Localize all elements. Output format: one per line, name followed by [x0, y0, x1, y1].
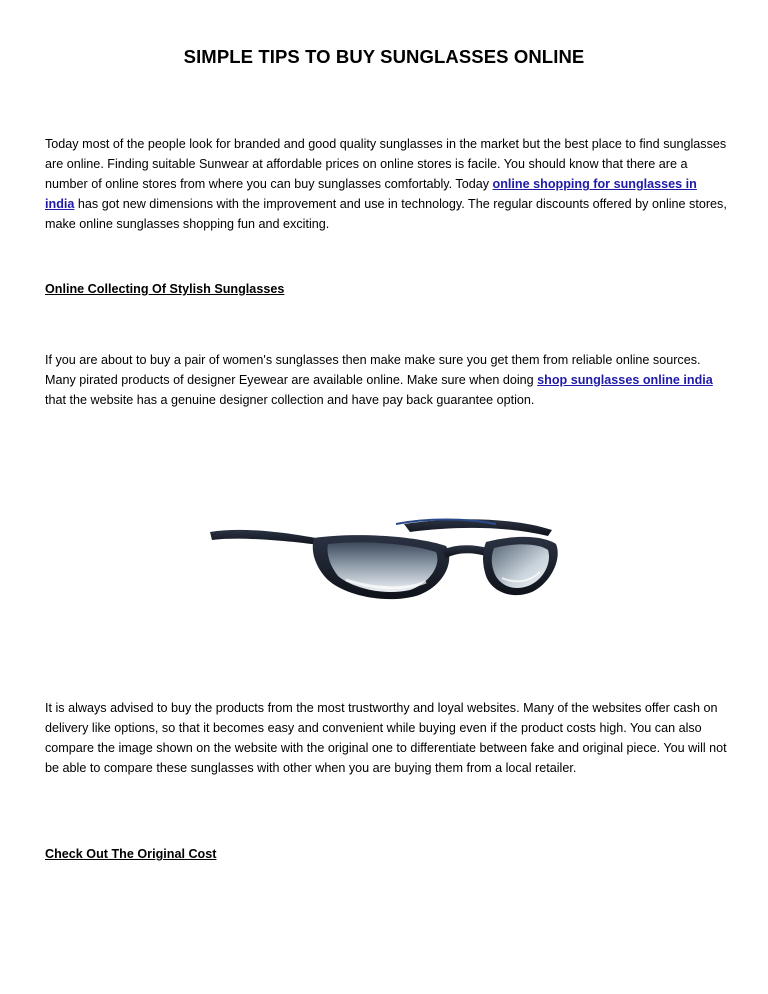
document-title: SIMPLE TIPS TO BUY SUNGLASSES ONLINE — [183, 46, 585, 67]
paragraph-womens-text-after: that the website has a genuine designer collection and have pay back guarantee option. — [45, 393, 535, 407]
section-heading-original-cost: Check Out The Original Cost — [45, 847, 217, 861]
sunglasses-photo — [206, 510, 566, 618]
paragraph-trustworthy-websites: It is always advised to buy the products from the most trustworthy and loyal websites. Many of the websites offer cash on delivery like options, so that it becomes easy and convenient while buying even if the product costs high. You can also compare the image shown on the website with the original one to differentiate between fake and original piece. You will not be able to compare these sunglasses with other when you are buying them from a local retailer. — [45, 701, 727, 775]
paragraph-womens-text-before: If you are about to buy a pair of women's sunglasses then make make sure you get them from reliable online sources. Many pirated products of designer Eyewear are available online. Make sure when doing — [45, 353, 701, 387]
paragraph-intro-text-after: has got new dimensions with the improvement and use in technology. The regular discounts offered by online stores, make online sunglasses shopping fun and exciting. — [45, 197, 727, 231]
sunglasses-icon — [206, 510, 566, 618]
paragraph-intro — [45, 134, 727, 234]
link-shop-sunglasses-online-india[interactable]: shop sunglasses online india — [537, 373, 713, 387]
paragraph-womens-sunglasses — [45, 350, 727, 410]
section-heading-stylish-sunglasses: Online Collecting Of Stylish Sunglasses — [45, 282, 285, 296]
link-online-shopping-sunglasses-india[interactable]: online shopping for sunglasses in india — [45, 177, 697, 211]
paragraph-intro-text-before: Today most of the people look for branded and good quality sunglasses in the market but the best place to find sunglasses are online. Finding suitable Sunwear at affordable prices on online stores is facile. You should know that there are a number of online stores from where you can buy sunglasses comfortably. Today — [45, 137, 727, 191]
